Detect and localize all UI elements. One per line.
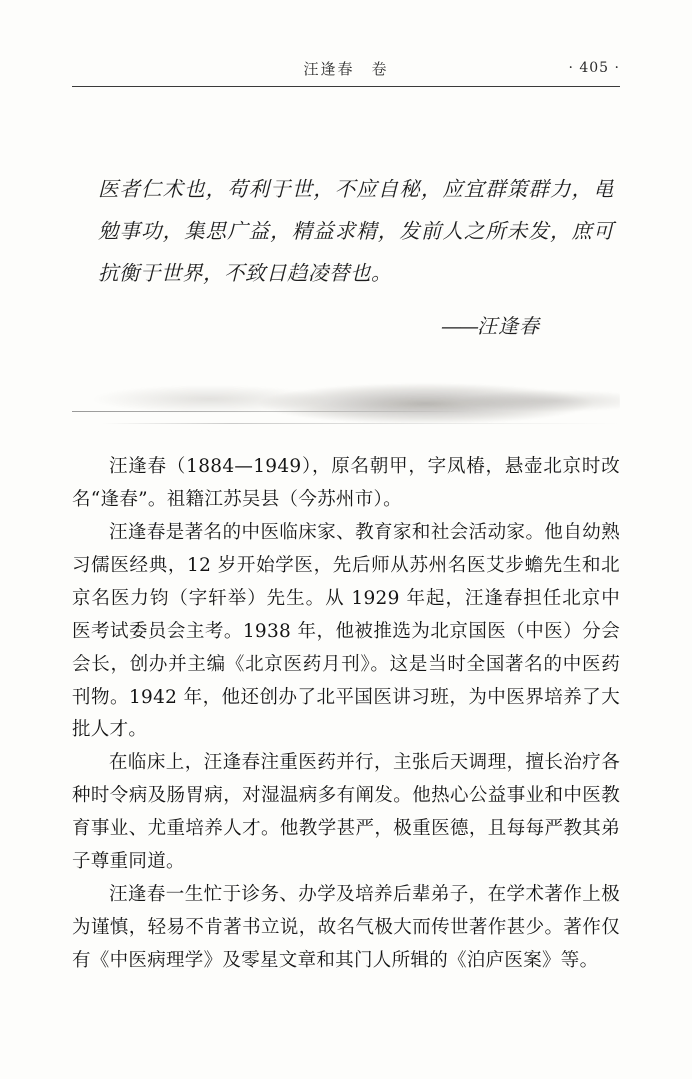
page-content: [72, 56, 620, 978]
running-head: [72, 56, 620, 90]
attribution-dash: ——: [441, 314, 477, 339]
scan-streak-upper: [72, 411, 470, 412]
scan-smudge: [80, 377, 620, 423]
epigraph-text: 医者仁术也，苟利于世，不应自秘，应宜群策群力，黾勉事功，集思广益，精益求精，发前人之所未发，庶可抗衡于世界，不致日趋凌替也。: [98, 177, 614, 286]
body-paragraph: 汪逢春是著名的中医临床家、教育家和社会活动家。他自幼熟习儒医经典，12 岁开始学医，先后师从苏州名医艾步蟾先生和北京名医力钧（字轩举）先生。从 1929 年起，汪逢春担任北京中医考试委员会主考。1938 年，他被推选为北京国医（中医）分会会长，创办并主编《北京医药月刊》。这是当时全国著名的中医药刊物。1942 年，他还创办了北平国医讲习班，为中医界培养了大批人才。: [72, 521, 620, 741]
running-head-title: 汪逢春 卷: [303, 60, 389, 78]
epigraph-attribution: [98, 306, 614, 347]
scan-streak-lower: [102, 423, 620, 424]
attribution-name: 汪逢春: [477, 314, 540, 339]
header-rule: [72, 86, 620, 87]
epigraph-block: [72, 168, 620, 347]
body-paragraph: 在临床上，汪逢春注重医药并行，主张后天调理，擅长治疗各种时令病及肠胃病，对湿温病多有阐发。他热心公益事业和中医教育事业、尤重培养人才。他教学甚严，极重医德，且每每严教其弟子尊重同道。: [72, 752, 620, 873]
body-paragraph: 汪逢春一生忙于诊务、办学及培养后辈弟子，在学术著作上极为谨慎，轻易不肯著书立说，故名气极大而传世著作甚少。著作仅有《中医病理学》及零星文章和其门人所辑的《泊庐医案》等。: [72, 884, 620, 971]
body-paragraph: 汪逢春（1884—1949），原名朝甲，字凤椿，悬壶北京时改名“逢春”。祖籍江苏吴县（今苏州市）。: [72, 456, 620, 510]
page-number: · 405 ·: [568, 60, 620, 76]
scan-artifact-band: [72, 365, 620, 443]
body-text: [72, 451, 620, 978]
